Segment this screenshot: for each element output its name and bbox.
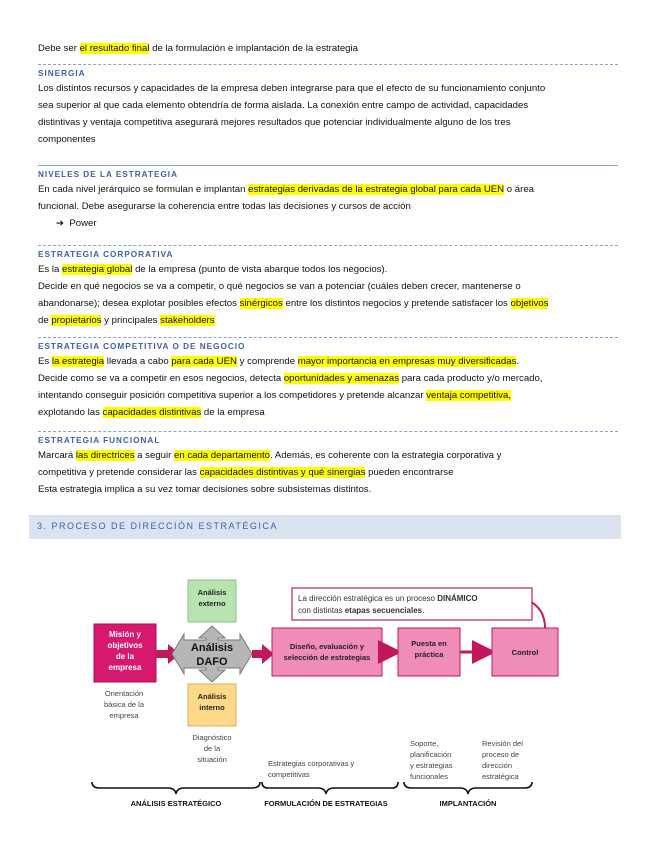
analisis-interno-label-1: Análisis — [197, 692, 227, 701]
revision-line-2: proceso de — [482, 750, 520, 759]
section-niveles: NIVELES DE LA ESTRATEGIA En cada nivel jerárquico se formulan e implantan estrategias derivadas de la estrategia global para cada UEN o área funcional. Debe asegurarse la coherencia entre todas las decisiones y cursos de acción ➔ Power — [38, 169, 618, 232]
puesta-label-2: práctica — [414, 650, 444, 659]
control-label: Control — [511, 648, 539, 657]
mision-label-2: objetivos — [107, 641, 143, 650]
highlight: para cada UEN — [171, 356, 237, 367]
dafo-label-2: DAFO — [196, 656, 228, 668]
analisis-interno-label-2: interno — [199, 703, 225, 712]
highlight: ventaja competitiva, — [426, 390, 512, 401]
highlight: capacidades distintivas y qué sinergias — [199, 467, 366, 478]
highlight: estrategias derivadas de la estrategia global para cada UEN — [248, 184, 505, 195]
section-heading: 3. PROCESO DE DIRECCIÓN ESTRATÉGICA — [37, 521, 278, 531]
section-title: ESTRATEGIA CORPORATIVA — [38, 250, 174, 259]
highlight: en cada departamento — [173, 450, 270, 461]
diagnostico-line-1: Diagnóstico — [192, 733, 232, 742]
brace-formulacion — [262, 782, 398, 794]
orientacion-line-1: Orientación — [104, 689, 144, 698]
soporte-line-3: y estrategias — [410, 761, 453, 770]
mision-label-3: de la — [115, 652, 135, 661]
phase-formulacion: FORMULACIÓN DE ESTRATEGIAS — [264, 799, 388, 808]
brace-implantacion — [404, 782, 532, 794]
arrow-right-icon: ➔ — [56, 218, 65, 229]
highlight: estrategia global — [62, 264, 133, 275]
mision-label-1: Misión y — [108, 630, 142, 639]
soporte-line-4: funcionales — [410, 772, 448, 781]
highlight: sinérgicos — [239, 298, 283, 309]
highlight: capacidades distintivas — [102, 407, 202, 418]
dafo-shape — [172, 626, 252, 682]
process-diagram — [0, 548, 655, 848]
mision-label-4: empresa — [108, 663, 142, 672]
orientacion-line-3: empresa — [109, 711, 139, 720]
diagnostico-line-3: situación — [197, 755, 227, 764]
soporte-line-2: planificación — [410, 750, 452, 759]
phase-implantacion: IMPLANTACIÓN — [439, 799, 497, 808]
section-corporativa: ESTRATEGIA CORPORATIVA Es la estrategia global de la empresa (punto de vista abarque todos los negocios). Decide en qué negocios se va a competir, o qué negocios se van a potenciar (cuáles deben crecer, mantenerse o abandonarse); desea explotar posibles efectos sinérgicos entre los distintos negocios y pretende satisfacer los objetivos de propietarios y principales stakeholders — [38, 249, 618, 329]
highlight: objetivos — [510, 298, 549, 309]
divider — [38, 245, 618, 246]
section-title: SINERGIA — [38, 69, 86, 78]
orientacion-line-2: básica de la — [103, 700, 145, 709]
estrategias-line-1: Estrategias corporativas y — [268, 759, 355, 768]
diseno-box — [272, 628, 382, 676]
estrategias-line-2: competitivas — [268, 770, 310, 779]
revision-line-4: estratégica — [482, 772, 519, 781]
section-title: ESTRATEGIA FUNCIONAL — [38, 436, 161, 445]
diseno-label-2: selección de estrategias — [283, 653, 371, 662]
analisis-externo-label-2: externo — [198, 599, 226, 608]
phase-analisis: ANÁLISIS ESTRATÉGICO — [130, 799, 222, 808]
revision-line-1: Revisión del — [482, 739, 523, 748]
highlight: stakeholders — [160, 315, 215, 326]
intro-line: Debe ser el resultado final de la formulación e implantación de la estrategia — [38, 43, 358, 54]
highlight: propietarios — [51, 315, 102, 326]
arrow-right-icon — [252, 644, 274, 664]
section-sinergia: SINERGIA Los distintos recursos y capacidades de la empresa deben integrarse para que el efecto de su funcionamiento conjunto sea superior al que cada elemento obtendría de forma aislada. La conexión entre campo de actividad, capacidades distintivas y ventaja competitiva asegurará mejores resultados que potenciar individualmente alguno de los tres componentes — [38, 68, 618, 148]
divider — [38, 337, 618, 338]
note-box — [292, 588, 532, 620]
diagnostico-line-2: de la — [203, 744, 221, 753]
brace-analisis — [92, 782, 260, 794]
highlight: la estrategia — [51, 356, 105, 367]
note-line-2: con distintas etapas secuenciales. — [298, 606, 425, 615]
section-title: ESTRATEGIA COMPETITIVA O DE NEGOCIO — [38, 342, 246, 351]
highlight: las directrices — [75, 450, 135, 461]
highlight: el resultado final — [79, 43, 150, 54]
puesta-label-1: Puesta en — [411, 639, 447, 648]
section-heading-bar — [29, 515, 621, 539]
dafo-label-1: Análisis — [190, 642, 234, 654]
divider — [38, 64, 618, 65]
section-funcional: ESTRATEGIA FUNCIONAL Marcará las directrices a seguir en cada departamento. Además, es coherente con la estrategia corporativa y competitiva y pretende considerar las capacidades distintivas y qué sinergias pueden encontrarse Esta estrategia implica a su vez tomar decisiones sobre subsistemas distintos. — [38, 435, 618, 498]
note-line-1: La dirección estratégica es un proceso DINÁMICO — [298, 594, 478, 603]
diseno-label-1: Diseño, evaluación y — [289, 642, 365, 651]
soporte-line-1: Soporte, — [410, 739, 439, 748]
section-title: NIVELES DE LA ESTRATEGIA — [38, 170, 178, 179]
analisis-externo-label-1: Análisis — [197, 588, 227, 597]
revision-line-3: dirección — [482, 761, 513, 770]
section-competitiva: ESTRATEGIA COMPETITIVA O DE NEGOCIO Es la estrategia llevada a cabo para cada UEN y comprende mayor importancia en empresas muy diversificadas. Decide como se va a competir en esos negocios, detecta oportunidades y amenazas para cada producto y/o mercado, intentando conseguir posición competitiva superior a los competidores y pretende alcanzar ventaja competitiva, explotando las capacidades distintivas de la empresa — [38, 341, 618, 421]
divider — [38, 165, 618, 166]
divider — [38, 431, 618, 432]
highlight: oportunidades y amenazas — [283, 373, 400, 384]
highlight: mayor importancia en empresas muy diversificadas — [297, 356, 517, 367]
bullet-item: ➔ Power — [56, 218, 97, 229]
